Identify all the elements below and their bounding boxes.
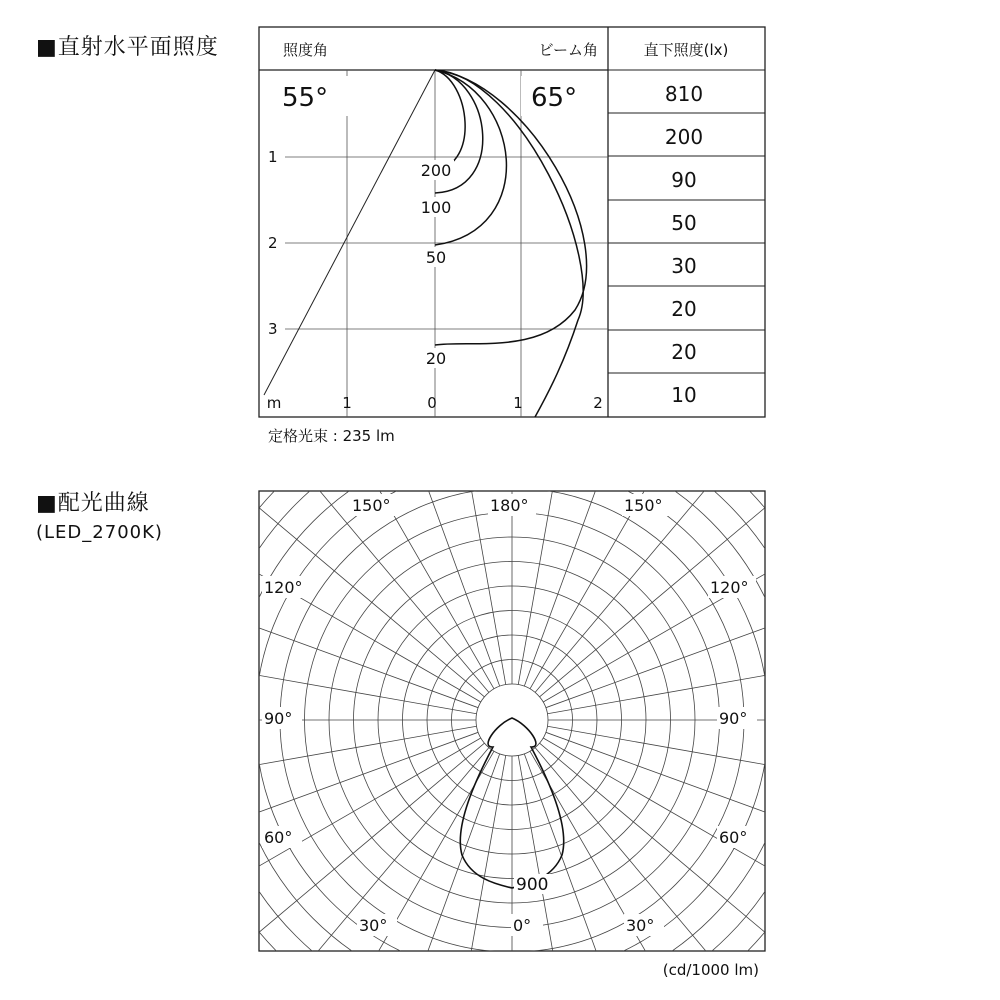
- angle-label: 60°: [719, 828, 748, 847]
- angle-label: 60°: [264, 828, 293, 847]
- angle-label: 150°: [624, 496, 663, 515]
- polar-grid: [112, 320, 912, 1000]
- y-tick: 3: [268, 320, 278, 338]
- grid-spoke: [255, 414, 489, 693]
- grid-spoke: [547, 651, 905, 714]
- direct-value: 10: [671, 383, 697, 407]
- direct-value: 30: [671, 254, 697, 278]
- direct-value: 50: [671, 211, 697, 235]
- grid-spoke: [206, 743, 485, 977]
- peak-label: 900: [516, 875, 549, 895]
- direct-value: 90: [671, 168, 697, 192]
- x-tick: m: [266, 394, 282, 412]
- grid-spoke: [206, 463, 485, 697]
- y-tick: 1: [268, 148, 278, 166]
- x-tick: 1: [513, 394, 523, 412]
- grid-spoke: [540, 743, 819, 977]
- angle-label: 90°: [264, 709, 293, 728]
- illuminance-heading: ■直射水平面照度: [36, 35, 219, 60]
- direct-value: 810: [664, 82, 704, 106]
- direct-value: 20: [671, 340, 697, 364]
- angle-label: 120°: [264, 578, 303, 597]
- angle-label: 180°: [490, 496, 529, 515]
- direct-value: 20: [671, 297, 697, 321]
- x-tick: 0: [427, 394, 437, 412]
- angle-label: 0°: [513, 916, 532, 935]
- angle-label: 150°: [352, 496, 391, 515]
- col-direct: 直下照度(lx): [643, 41, 729, 59]
- col-beam-angle: ビーム角: [538, 41, 598, 59]
- grid-spoke: [312, 751, 494, 1000]
- x-tick: 1: [342, 394, 352, 412]
- x-tick: 2: [593, 394, 603, 412]
- col-illum-angle: 照度角: [283, 41, 329, 59]
- grid-spoke: [535, 414, 769, 693]
- contour-label: 200: [420, 161, 452, 180]
- grid-spoke: [118, 651, 476, 714]
- direct-value: 200: [664, 125, 704, 149]
- distribution-heading: ■配光曲線: [36, 491, 150, 516]
- beam-angle-value: 65°: [531, 83, 578, 113]
- contour-label: 20: [425, 349, 447, 368]
- angle-label: 30°: [626, 916, 655, 935]
- grid-spoke: [255, 748, 489, 1000]
- angle-label: 120°: [710, 578, 749, 597]
- y-tick: 2: [268, 234, 278, 252]
- grid-spoke: [118, 726, 476, 789]
- center-circle: [476, 684, 548, 756]
- contour-label: 100: [420, 198, 452, 217]
- angle-label: 30°: [359, 916, 388, 935]
- angle-label: 90°: [719, 709, 748, 728]
- distribution-subheading: (LED_2700K): [36, 522, 163, 543]
- illum-angle-value: 55°: [282, 83, 329, 113]
- rated-flux: 定格光束 : 235 lm: [268, 427, 395, 445]
- grid-spoke: [547, 726, 905, 789]
- contour-label: 50: [425, 248, 447, 267]
- unit-label: (cd/1000 lm): [662, 961, 759, 979]
- grid-spoke: [540, 463, 819, 697]
